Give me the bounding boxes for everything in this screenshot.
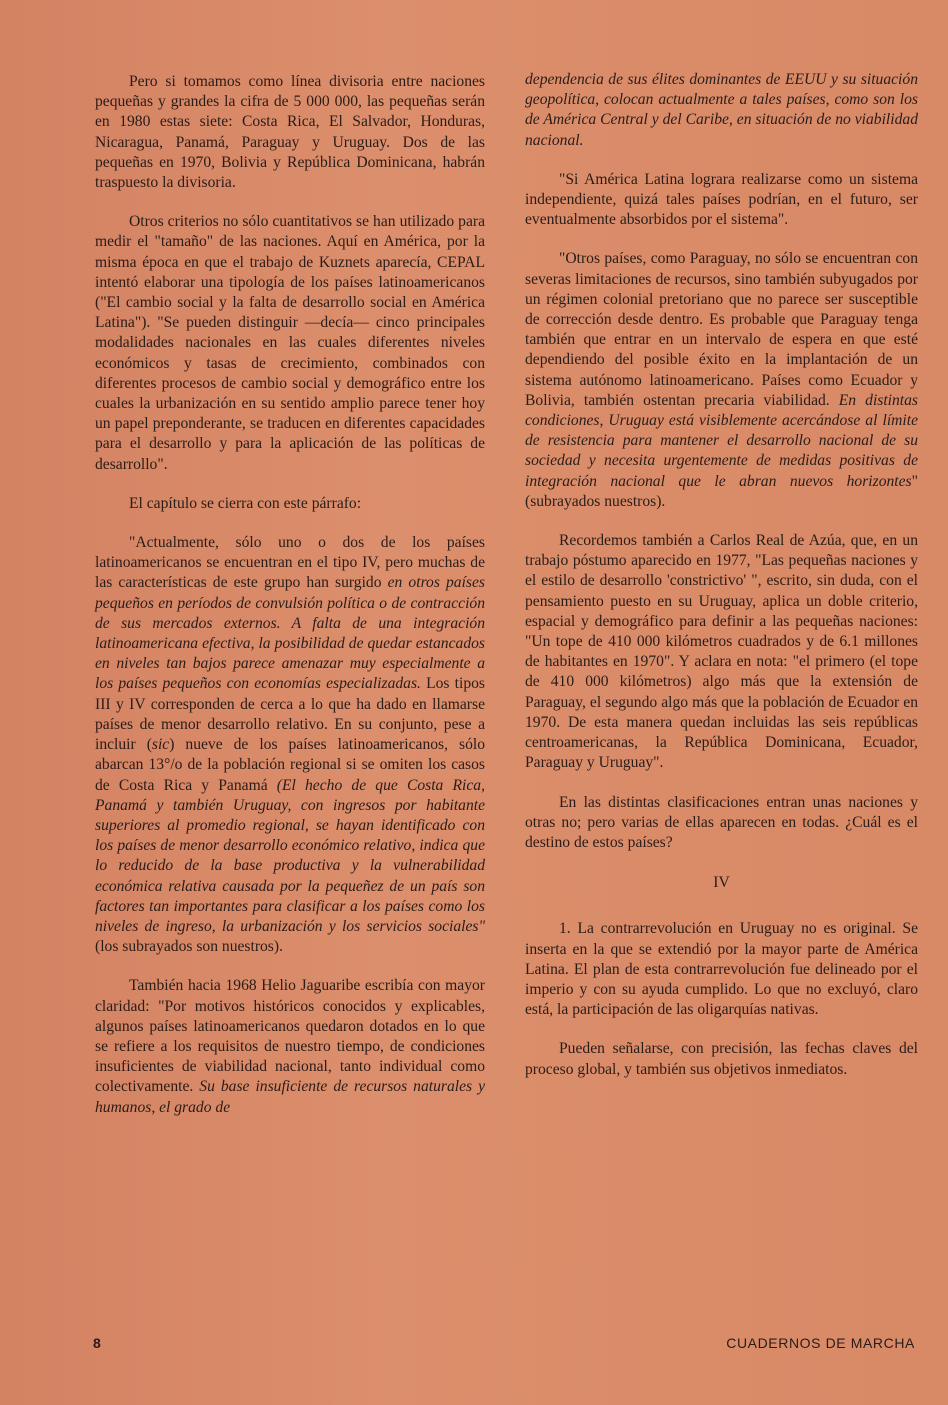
paragraph: El capítulo se cierra con este párrafo: bbox=[129, 494, 362, 512]
italic-text: dependencia de sus élites dominantes de EEUU y su situación geopolítica, colocan actualmente a tales países, como son los de América Central y del Caribe, en situación de no viabilidad nacional. bbox=[525, 71, 918, 149]
text: (los subrayados son nuestros). bbox=[95, 938, 283, 956]
italic-text: (El hecho de que Costa Rica, Panamá y también Uruguay, con ingresos por habitante superiores al promedio regional, se hayan identificado con los países de menor desarrollo económico relativo, indica que lo reducido de la base productiva y la vulnerabilidad económica relativa causada por la pequeñez de un país son factores tan importantes para clasificar a los países como los niveles de ingreso, la urbanización y los servicios sociales" bbox=[95, 776, 485, 935]
paragraph: En las distintas clasificaciones entran unas naciones y otras no; pero varias de ellas aparecen en todas. ¿Cuál es el destino de estos países? bbox=[525, 793, 918, 851]
paragraph bbox=[525, 249, 918, 512]
paragraph bbox=[95, 976, 485, 1117]
text: "Otros países, como Paraguay, no sólo se encuentran con severas limitaciones de recursos, sino también subyugados por un régimen colonial pretoriano que no parece ser susceptible de corrección desde dentro. Es probable que Paraguay tenga también que entrar en un intervalo de espera en que esté dependiendo del posible éxito en la implantación de un sistema autónomo latinoamericano. Países como Ecuador y Bolivia, también ostentan precaria viabilidad. bbox=[525, 250, 918, 409]
page-number: 8 bbox=[93, 1335, 102, 1351]
paragraph: 1. La contrarrevolución en Uruguay no es original. Se inserta en la que se extendió por la mayor parte de América Latina. El plan de esta contrarrevolución fue delineado por el imperio y con su ayuda cumplido. Lo que no excluyó, claro está, la participación de las oligarquías nativas. bbox=[525, 920, 918, 1019]
paragraph: Pero si tomamos como línea divisoria entre naciones pequeñas y grandes la cifra de 5 000 000, las pequeñas serán en 1980 estas siete: Costa Rica, El Salvador, Honduras, Nicaragua, Panamá, Paraguay y Uruguay. Dos de las pequeñas en 1970, Bolivia y República Dominicana, habrán traspuesto la divisoria. bbox=[95, 73, 485, 192]
italic-text: sic bbox=[151, 736, 170, 754]
quoted-paragraph bbox=[95, 533, 485, 957]
italic-text: En distintas condiciones, Uruguay está visiblemente acercándose al límite de resistencia para mantener el desarrollo nacional de su sociedad y necesita urgentemente de medidas positivas de integración nacional que le abran nuevos horizontes bbox=[525, 391, 919, 490]
paragraph: Otros criterios no sólo cuantitativos se han utilizado para medir el "tamaño" de las naciones. Aquí en América, por la misma época en que el trabajo de Kuznets aparecía, CEPAL intentó elaborar una tipología de los países latinoamericanos ("El cambio social y la falta de desarrollo social en América Latina"). "Se pueden distinguir —decía— cinco principales modalidades nacionales en las cuales diferentes niveles económicos y tasas de crecimiento, combinados con diferentes procesos de cambio social y demográfico entre los cuales la urbanización en su sentido amplio parece tener hoy un papel preponderante, se traducen en diferentes capacidades para el desarrollo y para la aplicación de las políticas de desarrollo". bbox=[95, 213, 485, 473]
text: También hacia 1968 Helio Jaguaribe escribía con mayor claridad: "Por motivos históricos conocidos y explicables, algunos países latinoamericanos quedaron dotados en lo que se refiere a los requisitos de nuestro tiempo, de condiciones insuficientes de viabilidad nacional, tanto individual como colectivamente. bbox=[95, 977, 485, 1096]
paragraph: "Si América Latina lograra realizarse como un sistema independiente, quizá tales países podrían, en el futuro, ser eventualmente absorbidos por el sistema". bbox=[525, 170, 918, 229]
text: "Actualmente, sólo uno o dos de los países latinoamericanos se encuentran en el tipo IV, pero muchas de las características de este grupo han surgido bbox=[95, 534, 485, 592]
section-heading: IV bbox=[713, 874, 730, 892]
text: Los tipos III y IV corresponden de cerca a lo que ha dado en llamarse países de menor desarrollo relativo. En su conjunto, pese a incluir ( bbox=[95, 675, 485, 754]
paragraph-continuation bbox=[525, 70, 918, 151]
italic-text: en otros países pequeños en períodos de convulsión política o de contracción de sus mercados externos. A falta de una integración latinoamericana efectiva, la posibilidad de quedar estancados en niveles tan bajos parece amenazar muy especialmente a los países pequeños con economías especializadas. bbox=[95, 574, 485, 693]
text: " (subrayados nuestros). bbox=[525, 472, 918, 510]
italic-text: Su base insuficiente de recursos naturales y humanos, el grado de bbox=[95, 1078, 485, 1116]
journal-name: CUADERNOS DE MARCHA bbox=[726, 1335, 915, 1351]
right-column bbox=[525, 70, 918, 1099]
text: ) nueve de los países latinoamericanos, sólo abarcan 13°/o de la población regional si se omiten los casos de Costa Rica y Panamá bbox=[95, 736, 486, 794]
paragraph: Recordemos también a Carlos Real de Azúa, que, en un trabajo póstumo aparecido en 1977, "Las pequeñas naciones y el estilo de desarrollo 'constrictivo' ", escrito, sin duda, con el pensamiento puesto en su Uruguay, aplica un doble criterio, espacial y demográfico para definir a las pequeñas naciones: "Un tope de 410 000 kilómetros cuadrados y de 6.1 millones de habitantes en 1970". Y aclara en nota: "el primero (el tope de 410 000 kilómetros) algo más que la extensión de Paraguay, el segundo algo más que la población de Ecuador en 1970. De esta manera quedan incluidas las seis repúblicas centroamericanas, la República Dominicana, Ecuador, Paraguay y Uruguay". bbox=[525, 532, 918, 772]
left-column bbox=[95, 72, 485, 1137]
paragraph: Pueden señalarse, con precisión, las fechas claves del proceso global, y también sus objetivos inmediatos. bbox=[525, 1040, 918, 1078]
